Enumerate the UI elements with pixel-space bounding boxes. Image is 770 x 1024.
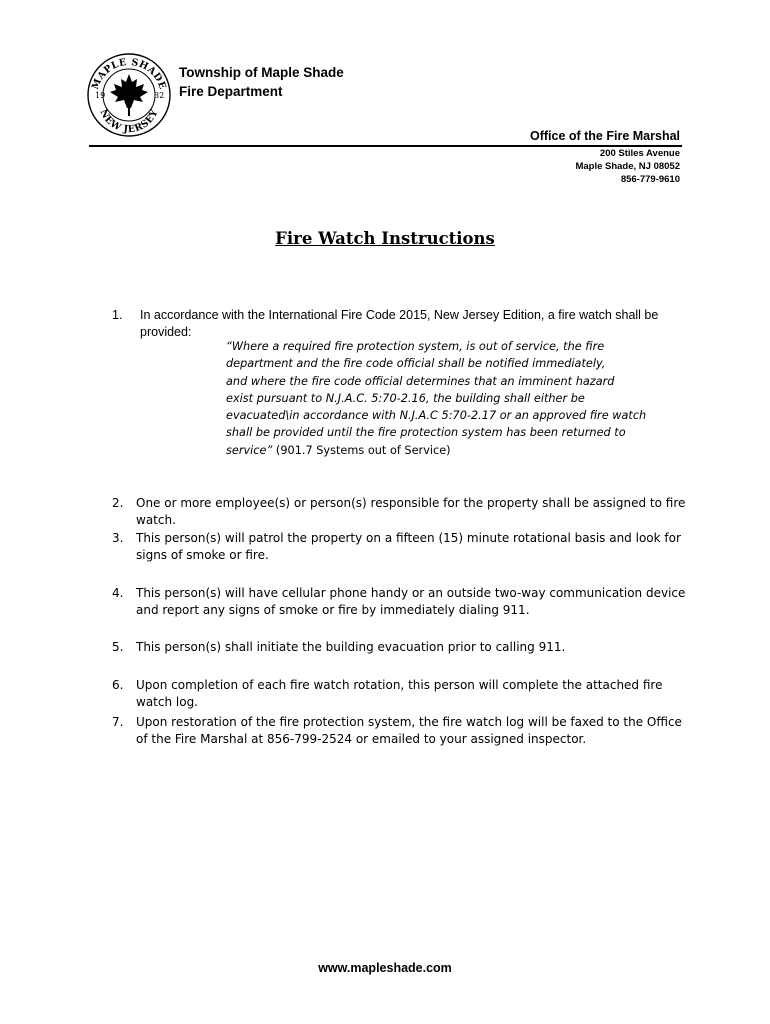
instruction-item-3 [112, 530, 692, 564]
item-number: 2. [112, 496, 124, 510]
quote-line: “Where a required fire protection system, is out of service, the fire [226, 340, 605, 353]
quote-line: and where the fire code official determines that an imminent hazard [226, 374, 615, 388]
office-address: 200 Stiles Avenue [599, 148, 680, 159]
instruction-item-1 [112, 307, 692, 341]
office-city: Maple Shade, NJ 08052 [575, 161, 680, 172]
instruction-item-6 [112, 677, 692, 711]
seal-top-text: MAPLE SHADE [89, 56, 169, 92]
maple-leaf-icon [110, 74, 148, 116]
footer-website-link[interactable]: www.mapleshade.com [318, 961, 452, 975]
instruction-item-7 [112, 714, 692, 748]
township-seal-logo [86, 52, 172, 138]
office-phone: 856-779-9610 [620, 174, 680, 185]
item-number: 1. [112, 308, 123, 322]
item-text: This person(s) shall initiate the building evacuation prior to calling 911. [136, 640, 566, 654]
office-contact-block [530, 128, 680, 186]
document-title: Fire Watch Instructions [275, 229, 495, 248]
code-quotation [226, 338, 666, 459]
org-department: Fire Department [179, 84, 283, 99]
organization-name [179, 63, 344, 101]
seal-bottom-text: NEW JERSEY [97, 107, 161, 136]
item-number: 6. [112, 678, 124, 692]
quote-closing: service” [226, 443, 273, 457]
quote-line: evacuated\in accordance with N.J.A.C 5:70-2.17 or an approved fire watch [226, 409, 647, 423]
item-number: 5. [112, 640, 124, 654]
item-number: 3. [112, 531, 124, 545]
quote-line: department and the fire code official shall be notified immediately, [226, 357, 606, 371]
seal-left-mark: 19 [95, 91, 106, 100]
quote-last-line [226, 442, 666, 459]
seal-graphic [86, 52, 172, 138]
item-text: Upon completion of each fire watch rotation, this person will complete the attached fire watch log. [136, 678, 663, 709]
instruction-item-5 [112, 639, 692, 656]
office-title: Office of the Fire Marshal [529, 129, 680, 143]
quote-line: exist pursuant to N.J.A.C. 5:70-2.16, the building shall either be [226, 391, 585, 405]
org-township: Township of Maple Shade [179, 65, 344, 80]
instruction-item-4 [112, 585, 692, 619]
quote-citation: (901.7 Systems out of Service) [272, 443, 451, 457]
item-text: This person(s) will patrol the property on a fifteen (15) minute rotational basis and look for signs of smoke or fire. [136, 531, 681, 562]
item-number: 4. [112, 586, 124, 600]
quote-line: shall be provided until the fire protection system has been returned to [226, 426, 626, 440]
instruction-item-2 [112, 495, 692, 529]
item-text: Upon restoration of the fire protection system, the fire watch log will be faxed to the Office of the Fire Marshal at 856-799-2524 or emailed to your assigned inspector. [136, 715, 682, 746]
item-number: 7. [112, 715, 124, 729]
item-text: One or more employee(s) or person(s) responsible for the property shall be assigned to fire watch. [136, 496, 686, 527]
item-text: In accordance with the International Fire Code 2015, New Jersey Edition, a fire watch shall be provided: [140, 308, 659, 339]
header-divider [89, 145, 682, 147]
item-text: This person(s) will have cellular phone handy or an outside two-way communication device and report any signs of smoke or fire by immediately dialing 911. [136, 586, 686, 617]
seal-right-mark: 32 [154, 91, 165, 100]
